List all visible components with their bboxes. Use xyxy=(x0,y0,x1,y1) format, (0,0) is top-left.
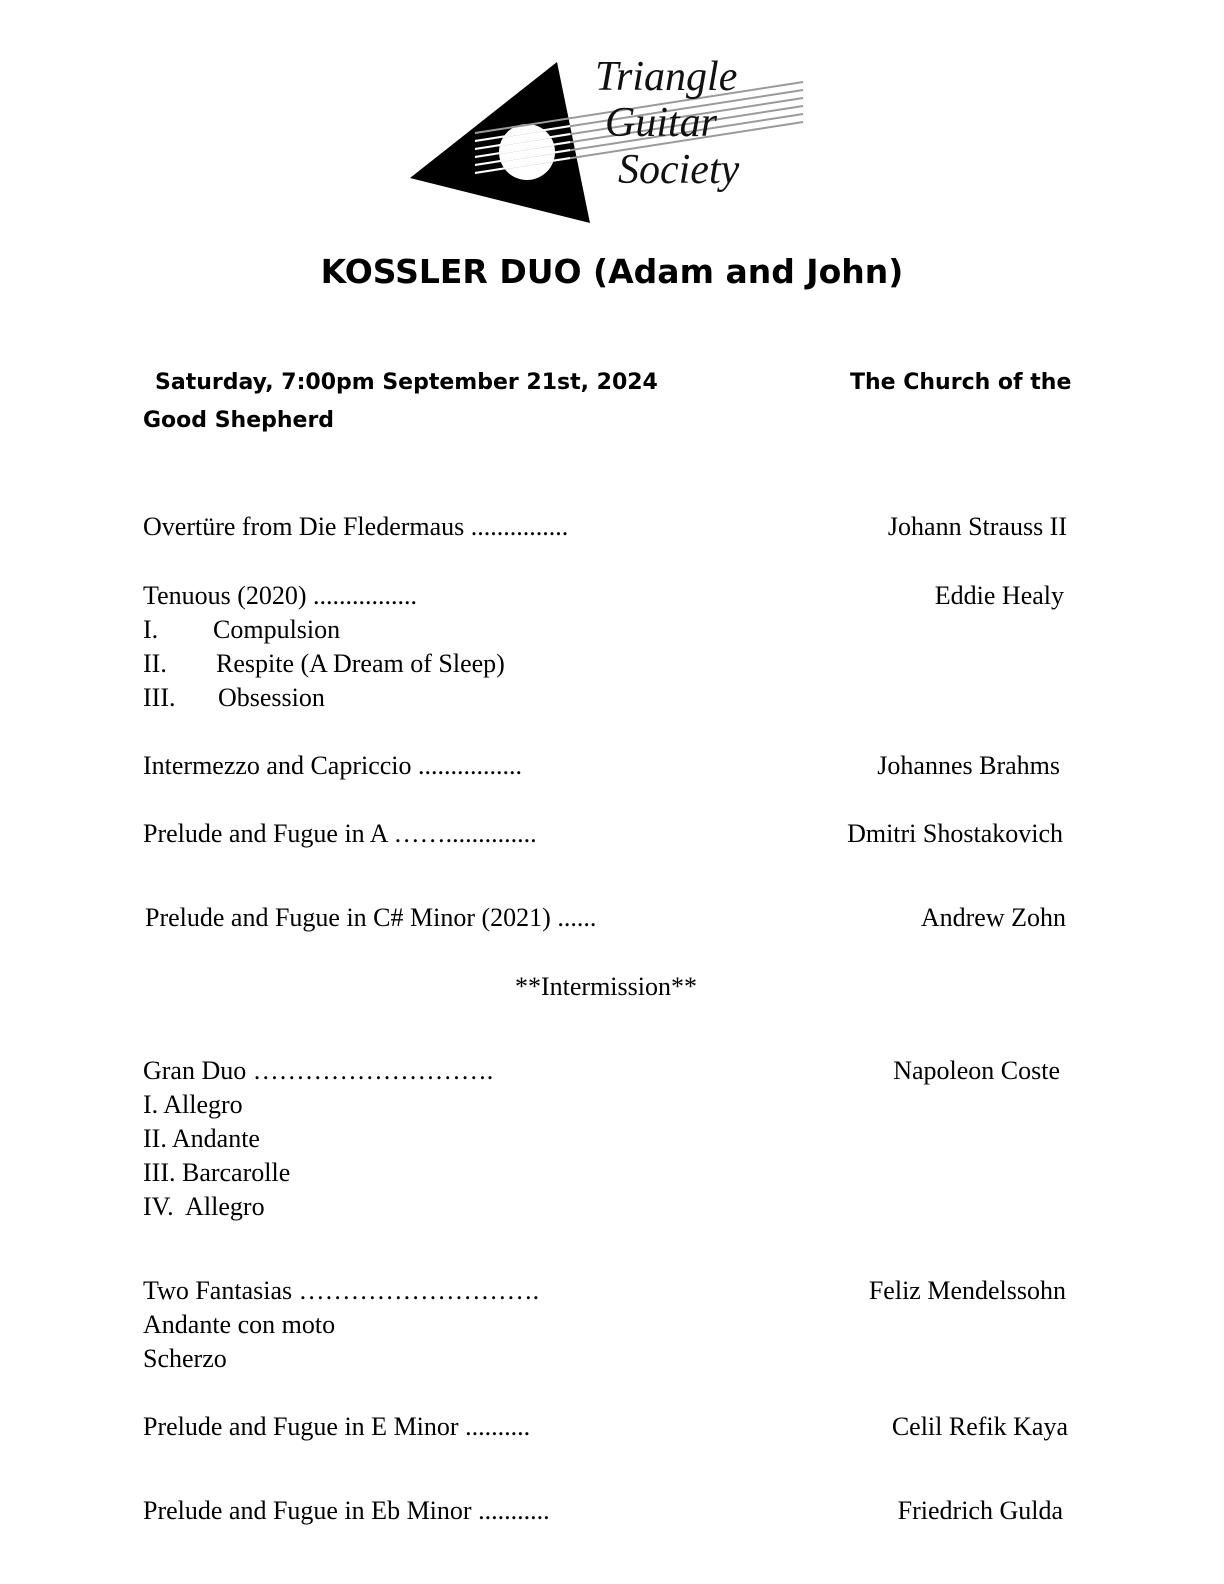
movement-name: I. Allegro xyxy=(143,1090,243,1119)
movement-number: III. xyxy=(143,683,176,712)
piece-title: Two Fantasias ………………………. xyxy=(143,1276,540,1305)
movement-name: Compulsion xyxy=(213,615,341,644)
movement-name: II. Andante xyxy=(143,1124,260,1153)
piece-composer: Eddie Healy xyxy=(934,581,1064,610)
piece-composer: Johannes Brahms xyxy=(877,751,1060,780)
movement-number: I. xyxy=(143,615,159,644)
piece-title: Gran Duo ………………………. xyxy=(143,1056,494,1085)
logo-word-triangle: Triangle xyxy=(595,54,738,100)
movement-name: Respite (A Dream of Sleep) xyxy=(216,649,505,678)
piece-title: Intermezzo and Capriccio ................ xyxy=(143,751,523,780)
piece-title: Overtüre from Die Fledermaus ............... xyxy=(143,512,569,541)
movement-name: Andante con moto xyxy=(143,1310,336,1339)
piece-title: Tenuous (2020) ................ xyxy=(143,581,418,610)
society-logo xyxy=(405,48,815,228)
piece-title: Prelude and Fugue in E Minor .......... xyxy=(143,1412,531,1441)
piece-title: Prelude and Fugue in C# Minor (2021) ...... xyxy=(145,903,597,932)
piece-composer: Dmitri Shostakovich xyxy=(847,819,1063,848)
logo-word-guitar: Guitar xyxy=(605,100,718,146)
piece-composer: Feliz Mendelssohn xyxy=(868,1276,1066,1305)
event-venue-line2: Good Shepherd xyxy=(143,408,335,433)
movement-name: III. Barcarolle xyxy=(143,1158,291,1187)
piece-composer: Friedrich Gulda xyxy=(897,1496,1063,1525)
piece-title: Prelude and Fugue in A …….............. xyxy=(143,819,537,848)
intermission-label: **Intermission** xyxy=(515,972,697,1001)
movement-name: Obsession xyxy=(218,683,325,712)
event-venue-line1: The Church of the xyxy=(850,370,1072,395)
movement-number: II. xyxy=(143,649,167,678)
movement-name: IV. Allegro xyxy=(143,1192,265,1221)
movement-name: Scherzo xyxy=(143,1344,227,1373)
piece-composer: Andrew Zohn xyxy=(920,903,1066,932)
concert-title: KOSSLER DUO (Adam and John) xyxy=(320,252,904,291)
piece-composer: Celil Refik Kaya xyxy=(891,1412,1068,1441)
logo-word-society: Society xyxy=(618,147,740,193)
piece-composer: Johann Strauss II xyxy=(887,512,1067,541)
piece-composer: Napoleon Coste xyxy=(893,1056,1060,1085)
event-date: Saturday, 7:00pm September 21st, 2024 xyxy=(155,370,658,395)
piece-title: Prelude and Fugue in Eb Minor ........... xyxy=(143,1496,550,1525)
